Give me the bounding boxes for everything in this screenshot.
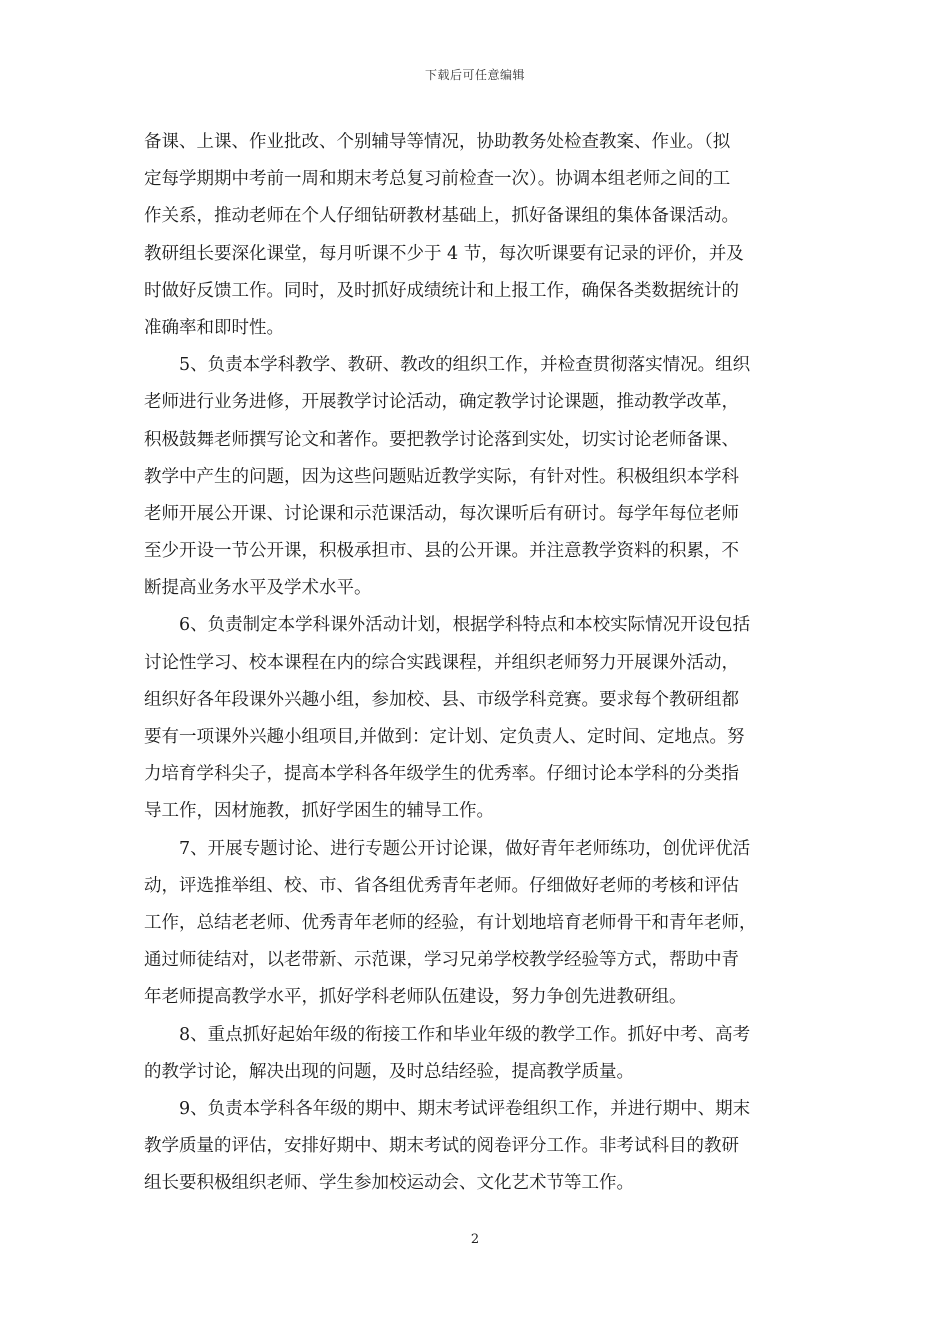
paragraph-5-start: 5、负责本学科教学、教研、教改的组织工作，并检查贯彻落实情况。组织 (179, 355, 751, 376)
paragraph-7-start: 7、开展专题讨论、进行专题公开讨论课，做好青年老师练功，创优评优活 (179, 838, 751, 859)
text-line: 至少开设一节公开课，积极承担市、县的公开课。并注意教学资料的积累，不 (144, 541, 739, 562)
page-number: 2 (470, 1232, 480, 1247)
text-line: 时做好反馈工作。同时，及时抓好成绩统计和上报工作，确保各类数据统计的 (144, 280, 739, 301)
text-line: 通过师徒结对，以老带新、示范课，学习兄弟学校教学经验等方式，帮助中青 (144, 950, 739, 971)
text-line: 讨论性学习、校本课程在内的综合实践课程，并组织老师努力开展课外活动， (144, 652, 739, 673)
text-line: 老师进行业务进修，开展教学讨论活动，确定教学讨论课题，推动教学改革， (144, 392, 739, 413)
text-line: 组长要积极组织老师、学生参加校运动会、文化艺术节等工作。 (144, 1173, 634, 1194)
paragraph-9-start: 9、负责本学科各年级的期中、期末考试评卷组织工作，并进行期中、期末 (179, 1098, 751, 1119)
text-line: 动，评选推举组、校、市、省各组优秀青年老师。仔细做好老师的考核和评估 (144, 875, 739, 896)
text-line: 作关系，推动老师在个人仔细钻研教材基础上，抓好备课组的集体备课活动。 (144, 206, 739, 227)
text-line: 教学中产生的问题，因为这些问题贴近教学实际，有针对性。积极组织本学科 (144, 466, 739, 487)
page-header: 下载后可任意编辑 (424, 68, 525, 82)
text-line: 的教学讨论，解决出现的问题，及时总结经验，提高教学质量。 (144, 1061, 634, 1082)
text-line: 工作，总结老老师、优秀青年老师的经验，有计划地培育老师骨干和青年老师， (144, 912, 757, 933)
text-line: 年老师提高教学水平，抓好学科老师队伍建设，努力争创先进教研组。 (144, 987, 687, 1008)
document-body (144, 124, 812, 1202)
text-line: 要有一项课外兴趣小组项目,并做到：定计划、定负责人、定时间、定地点。努 (144, 727, 745, 747)
text-line: 组织好各年段课外兴趣小组，参加校、县、市级学科竞赛。要求每个教研组都 (144, 689, 739, 710)
text-line: 积极鼓舞老师撰写论文和著作。要把教学讨论落到实处，切实讨论老师备课、 (144, 429, 739, 450)
text-line: 准确率和即时性。 (144, 317, 284, 338)
text-line: 定每学期期中考前一周和期末考总复习前检查一次）。协调本组老师之间的工 (144, 169, 731, 190)
text-line: 导工作，因材施教，抓好学困生的辅导工作。 (144, 801, 494, 822)
text-line: 教研组长要深化课堂，每月听课不少于 4 节，每次听课要有记录的评价，并及 (144, 243, 744, 264)
text-line: 教学质量的评估，安排好期中、期末考试的阅卷评分工作。非考试科目的教研 (144, 1136, 739, 1157)
text-line: 断提高业务水平及学术水平。 (144, 578, 372, 599)
paragraph-8-start: 8、重点抓好起始年级的衔接工作和毕业年级的教学工作。抓好中考、高考 (179, 1024, 751, 1045)
text-line: 备课、上课、作业批改、个别辅导等情况，协助教务处检查教案、作业。（拟 (144, 132, 731, 152)
text-line: 老师开展公开课、讨论课和示范课活动，每次课听后有研讨。每学年每位老师 (144, 503, 739, 524)
paragraph-6-start: 6、负责制定本学科课外活动计划，根据学科特点和本校实际情况开设包括 (179, 615, 751, 636)
text-line: 力培育学科尖子，提高本学科各年级学生的优秀率。仔细讨论本学科的分类指 (144, 764, 739, 785)
